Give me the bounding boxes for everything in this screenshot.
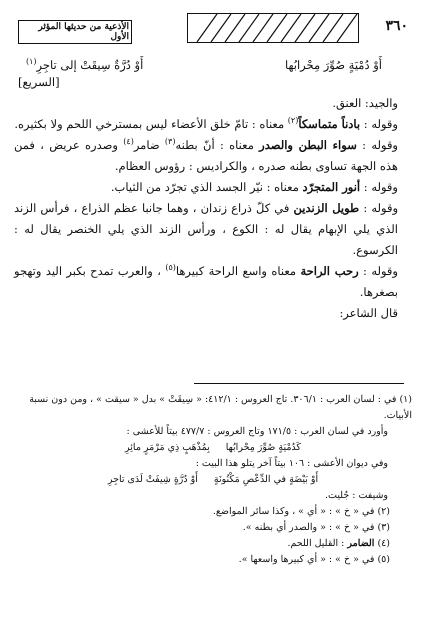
keyword: سواء البطن والصدر — [259, 138, 357, 152]
main-text — [14, 55, 412, 324]
verse-hemistich-left: أَوْ دُرَّةٌ سِيقَتْ إلى تاجِرِ$^{(١)}$ — [26, 57, 144, 72]
running-title — [18, 20, 132, 44]
paragraph: وقوله : رحب الراحة معناه واسع الراحة كبيرها$^{(٥)}$ ، والعرب تمدح بكبر اليد وتهجو بصغرها. — [14, 263, 398, 299]
page-number: ٣٦٠ — [385, 18, 408, 34]
footnote-1: (١) في : لسان العرب : ٣٠٦/١. تاج العروس : ٤١٢/١: « سِيقَتْ » بدل « سيقت » ، ومن دون نسبة الأبيات. — [29, 394, 412, 421]
paragraph: قال الشاعر: — [339, 306, 398, 320]
keyword: أنور المتجرّد — [302, 180, 361, 194]
footnotes — [14, 392, 412, 568]
footnote-4: (٤) الضامر : القليل اللحم. — [287, 538, 390, 549]
footnote-3: (٣) في « خ » : « والصدر أي بطنه ». — [242, 522, 390, 533]
footnote-ref: (٤) — [123, 137, 134, 147]
verse-meter: [السريع] — [18, 75, 60, 89]
footnote-verse-right: أَوْ بَيْضَةٍ في الدِّعْصِ مَكْنُونَةٍ — [213, 474, 319, 485]
keyword: بادناً متماسكاً — [298, 117, 361, 131]
footnote-ref: (١) — [26, 57, 37, 67]
paragraph: وقوله : طويل الزندين في كلّ ذراع زندان ، وهما جانبا عظم الذراع ، فرأس الزند الذي يلي الإبهام يقال له : الكوع ، ورأس الزند الذي يلي الخنصر يقال له : الكرسوع. — [14, 201, 398, 257]
footnote-verse — [14, 440, 412, 456]
keyword: طويل الزندين — [293, 201, 360, 215]
footnote-verse-right: كَدُمْيَةٍ صُوِّرَ مِحْرابُها — [225, 442, 301, 453]
footnote-ref: (٣) — [164, 137, 176, 147]
hatched-ornament-icon — [187, 13, 359, 43]
footnote-verse-left: بِمُذْهَبٍ ذِي مَرْمَرٍ مائِرِ — [125, 442, 210, 453]
footnote-ref: (٥) — [165, 263, 176, 273]
footnote-5: (٥) في « خ » : « أي كبيرها واسعها ». — [238, 554, 390, 565]
footnote-1-line: وأورد في لسان العرب : ١٧١/٥ وتاج العروس : ٤٧٧/٧ بيتاً للأعشى : — [126, 426, 388, 437]
footnote-ref: (٢) — [287, 116, 299, 126]
paragraph: وقوله : سواء البطن والصدر معناه : أنّ بطنه$^{(٣)}$ ضامر$^{(٤)}$ وصدره عريض ، فمن هذه الجهة تساوى بطنه صدره ، والكراديس : رؤوس العظام. — [14, 137, 398, 173]
keyword: الضامر — [347, 538, 375, 549]
paragraph: والجيد: العنق. — [332, 96, 398, 110]
paragraph: وقوله : بادناً متماسكاً$^{(٢)}$ معناه : تامّ خلق الأعضاء ليس بمسترخي اللحم ولا بكثيره. — [14, 116, 398, 131]
paragraph: وقوله : أنور المتجرّد معناه : نيّر الجسد الذي تجرّد من الثياب. — [110, 180, 398, 194]
verse-hemistich-right: أَوْ دُمْيَةٍ صُوِّرَ مِحْرابُها — [284, 58, 382, 72]
running-title-text: الأذعية من حديثها المؤثر الأول — [19, 22, 131, 42]
keyword: رحب الراحة — [300, 264, 359, 278]
footnote-2: (٢) في « خ » : « أي » ، وكذا سائر المواضع. — [212, 506, 390, 517]
footnote-1-line: وشيفت : جُليت. — [324, 490, 388, 501]
footnote-divider — [194, 383, 404, 384]
footnote-verse-left: أَوْ دُرَّةٍ شِيفَتْ لَدَى تاجِرِ — [107, 474, 198, 485]
footnote-verse — [14, 472, 412, 488]
footnote-1-line: وفي ديوان الأعشى : ١٠٦ بيتاً آخر يتلو هذا البيت : — [195, 458, 388, 469]
page-header — [10, 10, 414, 46]
